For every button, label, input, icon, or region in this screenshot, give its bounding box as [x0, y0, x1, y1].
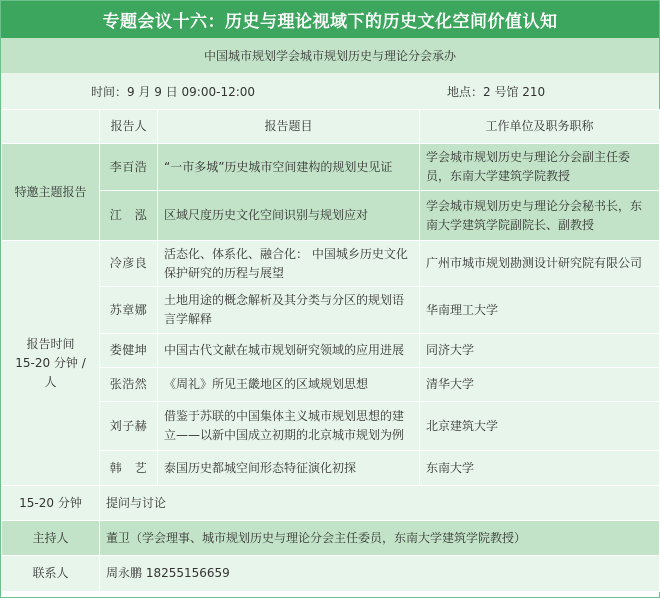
speaker-name: 娄健坤 [100, 334, 158, 368]
table-row [2, 191, 660, 241]
talk-topic: “一市多城”历史城市空间建构的规划史见证 [158, 144, 420, 191]
speaker-name: 韩 艺 [100, 451, 158, 486]
table-row [2, 241, 660, 287]
speaker-name: 李百浩 [100, 144, 158, 191]
time-location-row [1, 73, 659, 110]
table-row [2, 368, 660, 402]
contact-label: 联系人 [2, 556, 100, 592]
header-affiliation: 工作单位及职务职称 [420, 110, 660, 144]
discussion-label: 15-20 分钟 [2, 486, 100, 521]
speaker-affiliation: 同济大学 [420, 334, 660, 368]
table-header-row [2, 110, 660, 144]
talk-topic: 活态化、体系化、融合化： 中国城乡历史文化保护研究的历程与展望 [158, 241, 420, 287]
speaker-name: 冷彦良 [100, 241, 158, 287]
table-row [2, 451, 660, 486]
reports-label [2, 241, 100, 486]
speaker-affiliation: 学会城市规划历史与理论分会副主任委员，东南大学建筑学院教授 [420, 144, 660, 191]
contact-row [2, 556, 660, 592]
table-row [2, 334, 660, 368]
session-time: 时间：9 月 9 日 09:00-12:00 [91, 84, 256, 99]
header-speaker: 报告人 [100, 110, 158, 144]
header-empty-cell [2, 110, 100, 144]
speaker-affiliation: 清华大学 [420, 368, 660, 402]
keynote-label: 特邀主题报告 [2, 144, 100, 241]
header-topic: 报告题目 [158, 110, 420, 144]
organizer-text: 中国城市规划学会城市规划历史与理论分会承办 [203, 49, 456, 63]
schedule-table [1, 109, 660, 592]
session-location: 地点：2 号馆 210 [447, 84, 546, 99]
talk-topic: 借鉴于苏联的中国集体主义城市规划思想的建立——以新中国成立初期的北京城市规划为例 [158, 402, 420, 451]
reports-label-line1: 报告时间 [26, 336, 75, 351]
speaker-name: 张浩然 [100, 368, 158, 402]
speaker-affiliation: 广州市城市规划勘测设计研究院有限公司 [420, 241, 660, 287]
talk-topic: 《周礼》所见王畿地区的区域规划思想 [158, 368, 420, 402]
speaker-affiliation: 东南大学 [420, 451, 660, 486]
speaker-affiliation: 华南理工大学 [420, 287, 660, 334]
moderator-row [2, 521, 660, 556]
reports-label-line2: 15-20 分钟 / 人 [15, 355, 86, 389]
speaker-name: 江 泓 [100, 191, 158, 241]
table-row [2, 144, 660, 191]
speaker-affiliation: 学会城市规划历史与理论分会秘书长，东南大学建筑学院副院长、副教授 [420, 191, 660, 241]
talk-topic: 区域尺度历史文化空间识别与规划应对 [158, 191, 420, 241]
talk-topic: 中国古代文献在城市规划研究领域的应用进展 [158, 334, 420, 368]
table-row [2, 287, 660, 334]
discussion-text: 提问与讨论 [100, 486, 660, 521]
discussion-row [2, 486, 660, 521]
speaker-name: 苏章娜 [100, 287, 158, 334]
moderator-label: 主持人 [2, 521, 100, 556]
table-row [2, 402, 660, 451]
moderator-text: 董卫（学会理事、城市规划历史与理论分会主任委员，东南大学建筑学院教授） [100, 521, 660, 556]
speaker-affiliation: 北京建筑大学 [420, 402, 660, 451]
organizer-row [1, 38, 659, 74]
speaker-name: 刘子赫 [100, 402, 158, 451]
session-title: 专题会议十六：历史与理论视域下的历史文化空间价值认知 [1, 1, 659, 38]
talk-topic: 土地用途的概念解析及其分类与分区的规划语言学解释 [158, 287, 420, 334]
contact-text: 周永鹏 18255156659 [100, 556, 660, 592]
talk-topic: 泰国历史都城空间形态特征演化初探 [158, 451, 420, 486]
